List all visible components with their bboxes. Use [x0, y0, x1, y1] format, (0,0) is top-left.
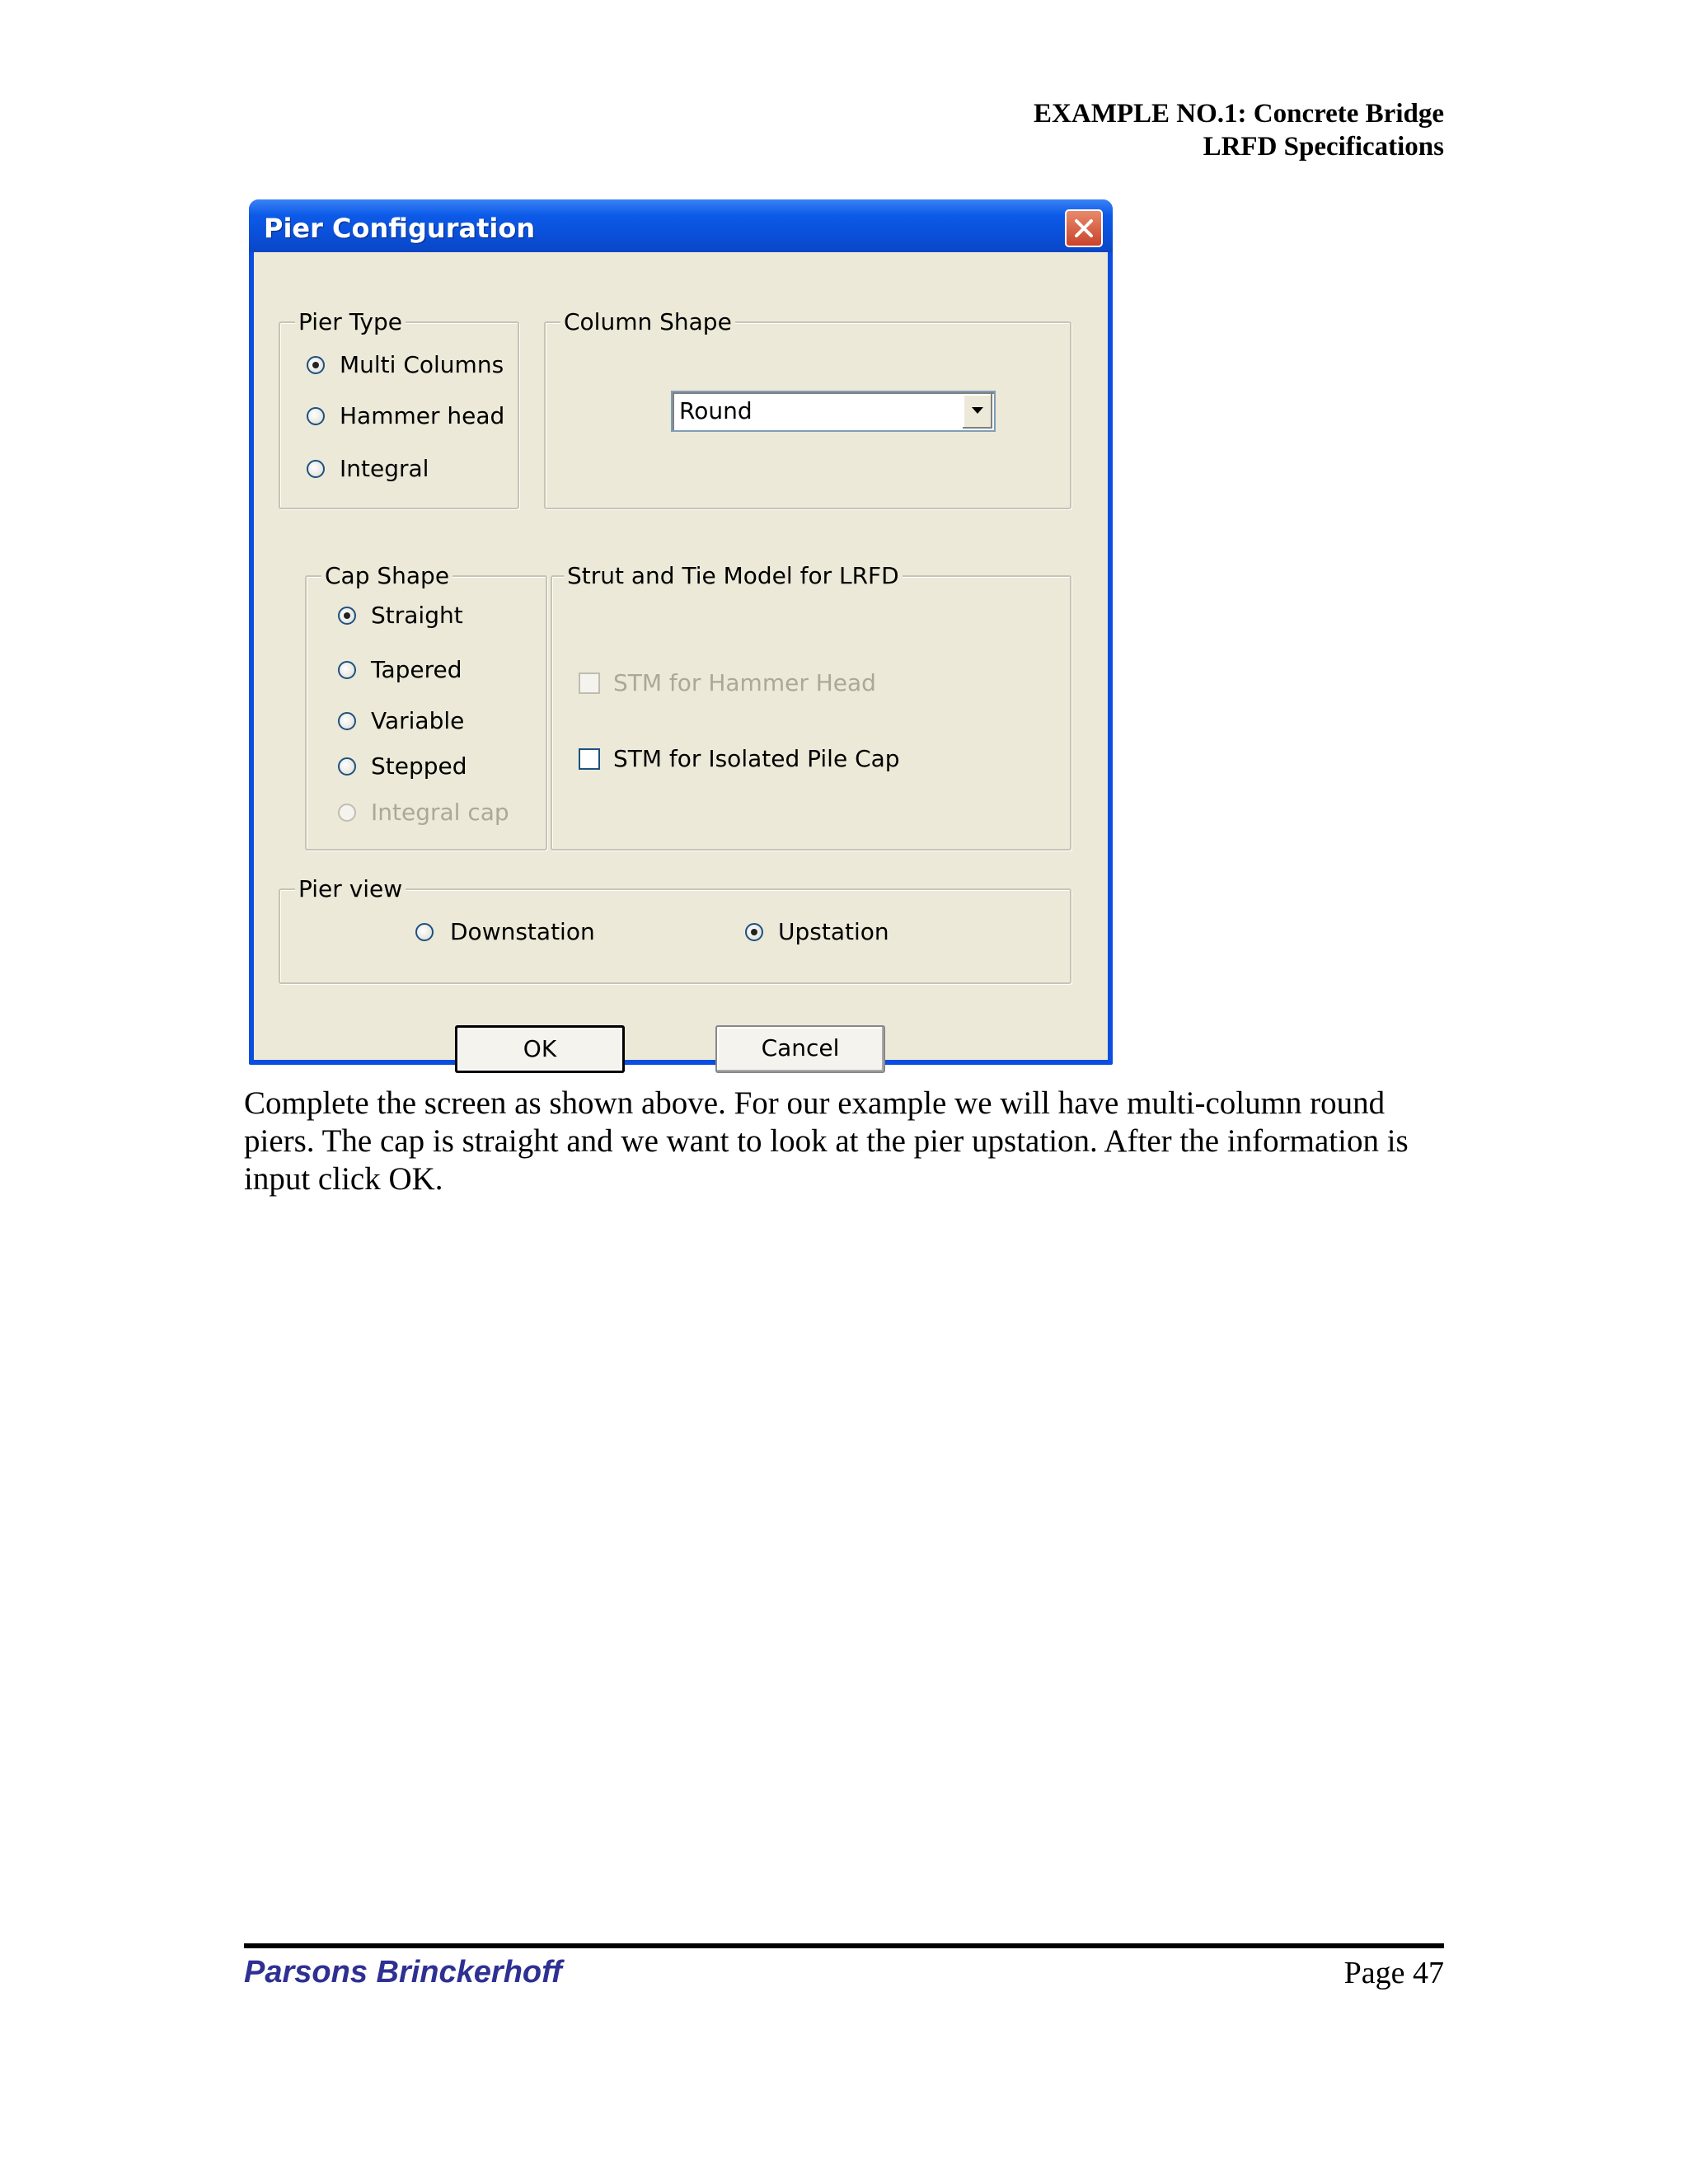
- radio-label: Upstation: [778, 918, 889, 945]
- column-shape-legend: Column Shape: [560, 308, 735, 336]
- dropdown-button[interactable]: [962, 394, 992, 429]
- radio-button[interactable]: [307, 407, 325, 425]
- pier-configuration-dialog: [249, 199, 1113, 1065]
- pier-type-legend: Pier Type: [295, 308, 406, 336]
- close-icon: [1073, 218, 1095, 239]
- cap-shape-group: [305, 562, 547, 851]
- instruction-paragraph: Complete the screen as shown above. For our example we will have multi-column round piers. The cap is straight and we want to look at the pier upstation. After the information is input click OK.: [244, 1085, 1409, 1197]
- dialog-title: Pier Configuration: [264, 213, 536, 244]
- column-shape-group: [544, 308, 1071, 509]
- radio-label: Multi Columns: [340, 351, 504, 378]
- radio-selected-dot: [312, 362, 319, 368]
- radio-label: Tapered: [371, 656, 462, 683]
- strut-tie-group: [551, 562, 1071, 851]
- radio-label: Integral cap: [371, 799, 509, 826]
- header-title: EXAMPLE NO.1: Concrete Bridge: [1034, 99, 1444, 129]
- radio-button[interactable]: [745, 923, 763, 941]
- radio-label: Integral: [340, 455, 429, 482]
- header-subtitle: LRFD Specifications: [1203, 132, 1444, 162]
- radio-button[interactable]: [307, 460, 325, 478]
- radio-button[interactable]: [307, 356, 325, 374]
- footer-divider: [244, 1943, 1444, 1948]
- close-button[interactable]: [1065, 209, 1103, 247]
- radio-selected-dot: [751, 929, 757, 935]
- radio-label: Straight: [371, 602, 463, 629]
- radio-label: Stepped: [371, 752, 467, 780]
- radio-button[interactable]: [338, 757, 356, 776]
- checkbox-label: STM for Isolated Pile Cap: [613, 745, 900, 772]
- radio-label: Hammer head: [340, 402, 505, 429]
- column-shape-value: Round: [679, 397, 753, 424]
- cancel-button[interactable]: Cancel: [715, 1025, 885, 1073]
- radio-label: Variable: [371, 707, 465, 734]
- radio-button[interactable]: [338, 607, 356, 625]
- radio-button-disabled: [338, 804, 356, 822]
- pier-view-legend: Pier view: [295, 875, 406, 903]
- page-header: [1034, 97, 1444, 163]
- pier-type-group: [279, 308, 519, 509]
- dialog-client-area: [254, 252, 1108, 1060]
- pier-view-group: [279, 875, 1071, 984]
- checkbox-label: STM for Hammer Head: [613, 669, 876, 696]
- strut-tie-legend: Strut and Tie Model for LRFD: [564, 562, 903, 590]
- column-shape-select[interactable]: [671, 391, 996, 432]
- chevron-down-icon: [970, 405, 985, 415]
- radio-selected-dot: [344, 612, 350, 619]
- radio-button[interactable]: [338, 661, 356, 679]
- dialog-titlebar[interactable]: [249, 199, 1113, 252]
- radio-button[interactable]: [338, 712, 356, 730]
- ok-button[interactable]: OK: [455, 1025, 625, 1073]
- checkbox-disabled: [579, 673, 600, 694]
- radio-button[interactable]: [415, 923, 434, 941]
- page-number: Page 47: [1343, 1956, 1444, 1990]
- checkbox[interactable]: [579, 748, 600, 770]
- footer-company: Parsons Brinckerhoff: [244, 1955, 562, 1990]
- cap-shape-legend: Cap Shape: [321, 562, 452, 590]
- radio-label: Downstation: [450, 918, 595, 945]
